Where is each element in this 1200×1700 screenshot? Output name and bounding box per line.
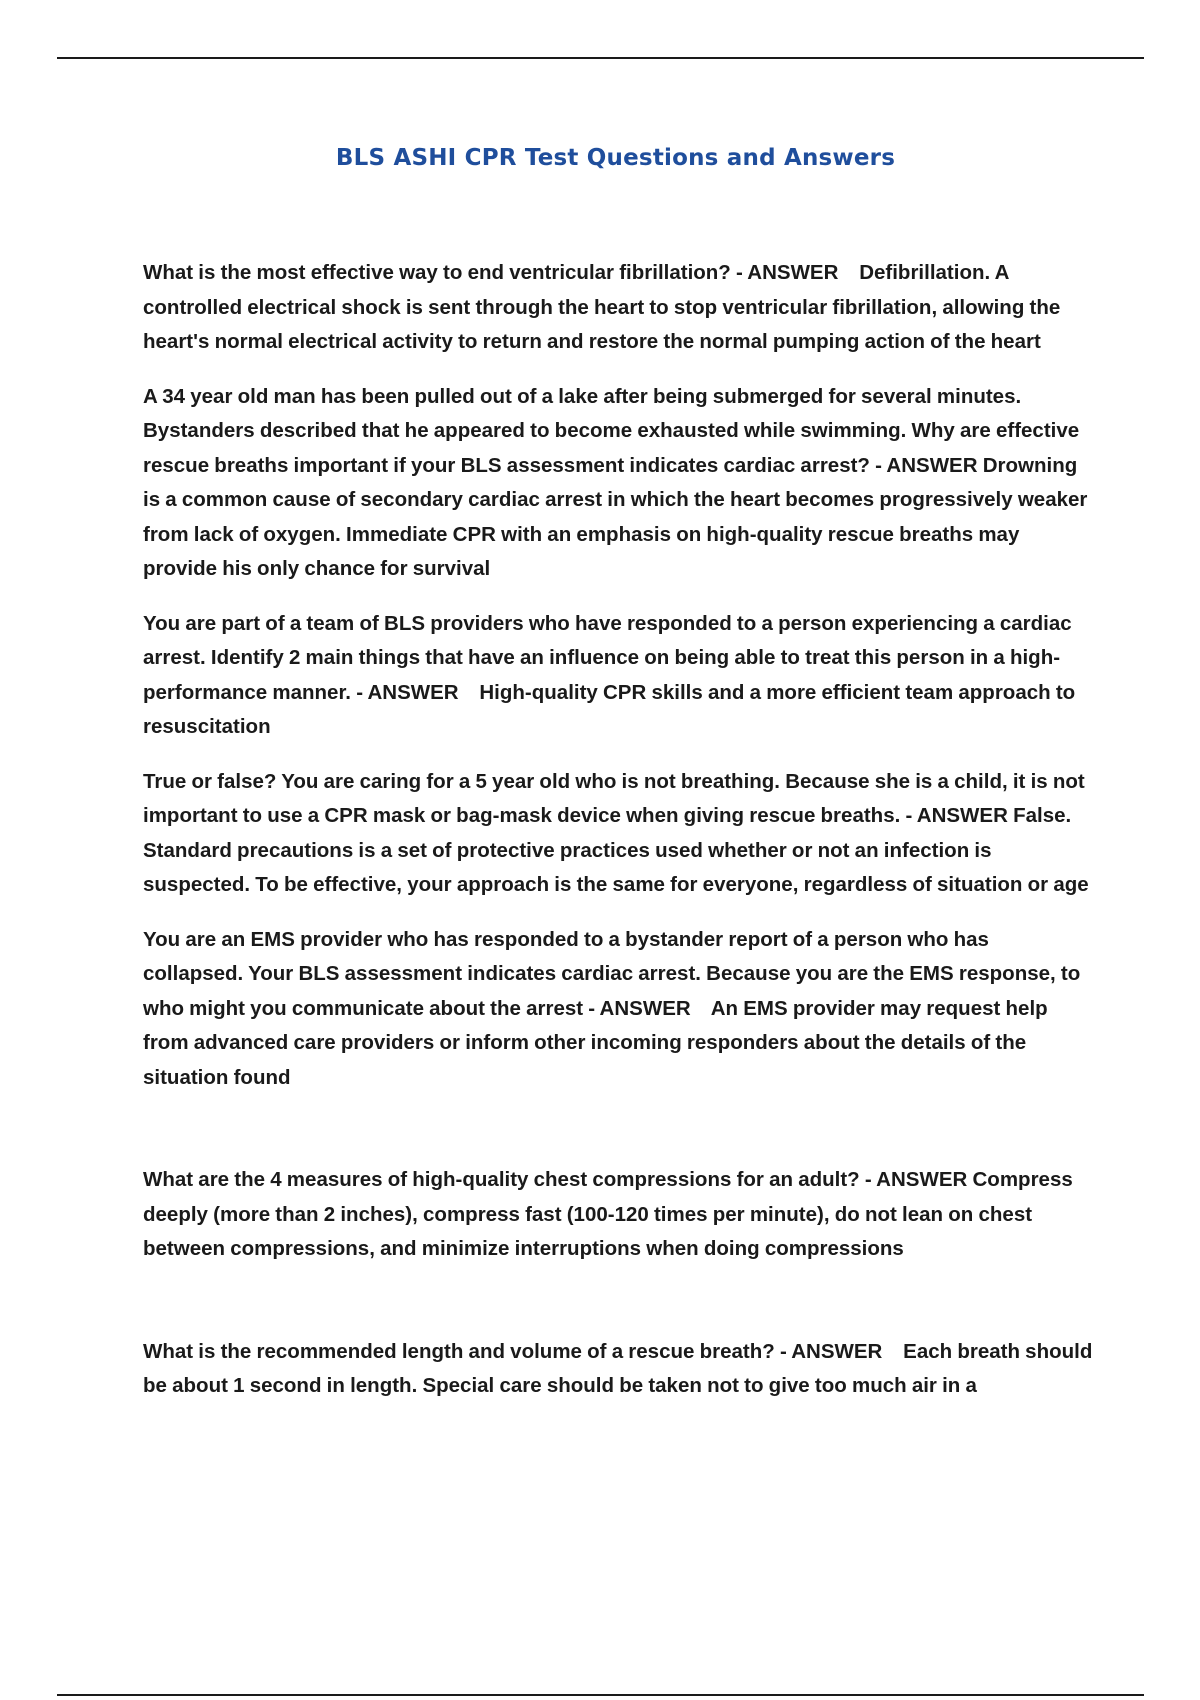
- qa-item: [143, 607, 1093, 745]
- qa-item: [143, 923, 1093, 1096]
- answer-marker: - ANSWER: [875, 453, 978, 477]
- answer-text: Defibrillation. A controlled electrical shock is sent through the heart to stop ventricular fibrillation, allowing the heart's normal electrical activity to return and restore the normal pumping action of the heart: [143, 261, 1061, 353]
- answer-text: False. Standard precautions is a set of protective practices used whether or not an infection is suspected. To be effective, your approach is the same for everyone, regardless of situation or age: [143, 804, 1089, 896]
- answer-text: Each breath should be about 1 second in length. Special care should be taken not to give too much air in a: [143, 1339, 1093, 1397]
- qa-item: [143, 765, 1093, 903]
- question-text: What is the most effective way to end ventricular fibrillation?: [143, 261, 731, 284]
- document-title: BLS ASHI CPR Test Questions and Answers: [335, 145, 896, 171]
- answer-marker: - ANSWER: [864, 1168, 968, 1191]
- answer-marker: - ANSWER: [779, 1339, 883, 1363]
- qa-item: [143, 1335, 1093, 1404]
- qa-item: [143, 380, 1093, 587]
- answer-marker: - ANSWER: [736, 261, 839, 284]
- qa-item: [143, 256, 1093, 360]
- question-text: True or false? You are caring for a 5 year old who is not breathing. Because she is a child, it is not important to use a CPR mask or bag-mask device when giving rescue breaths.: [143, 769, 1085, 827]
- question-text: A 34 year old man has been pulled out of a lake after being submerged for several minutes. Bystanders described that he appeared to become exhausted while swimming. Why are effective rescue breaths important if your BLS assessment indicates cardiac arrest?: [143, 384, 1080, 477]
- question-text: What is the recommended length and volume of a rescue breath?: [143, 1339, 775, 1363]
- header-rule: [57, 57, 1144, 59]
- answer-text: Drowning is a common cause of secondary cardiac arrest in which the heart becomes progressively weaker from lack of oxygen. Immediate CPR with an emphasis on high-quality rescue breaths may provide his only chance for survival: [143, 453, 1088, 580]
- answer-marker: - ANSWER: [356, 680, 459, 704]
- answer-text: Compress deeply (more than 2 inches), compress fast (100-120 times per minute), do not lean on chest between compressions, and minimize interruptions when doing compressions: [143, 1168, 1073, 1260]
- answer-marker: - ANSWER: [588, 996, 691, 1020]
- footer-rule: [57, 1694, 1144, 1696]
- answer-text: An EMS provider may request help from advanced care providers or inform other incoming responders about the details of the situation found: [143, 996, 1048, 1089]
- answer-marker: - ANSWER: [905, 804, 1008, 827]
- question-text: What are the 4 measures of high-quality chest compressions for an adult?: [143, 1168, 860, 1191]
- question-text: You are an EMS provider who has responded to a bystander report of a person who has collapsed. Your BLS assessment indicates cardiac arrest. Because you are the EMS response, to who might you communicate about the arrest: [143, 927, 1081, 1020]
- question-text: You are part of a team of BLS providers who have responded to a person experiencing a cardiac arrest. Identify 2 main things that have an influence on being able to treat this person in a high-performance manner.: [143, 611, 1072, 704]
- answer-text: High-quality CPR skills and a more efficient team approach to resuscitation: [143, 680, 1076, 738]
- qa-item: [143, 1163, 1093, 1267]
- qa-list: [143, 256, 1093, 1404]
